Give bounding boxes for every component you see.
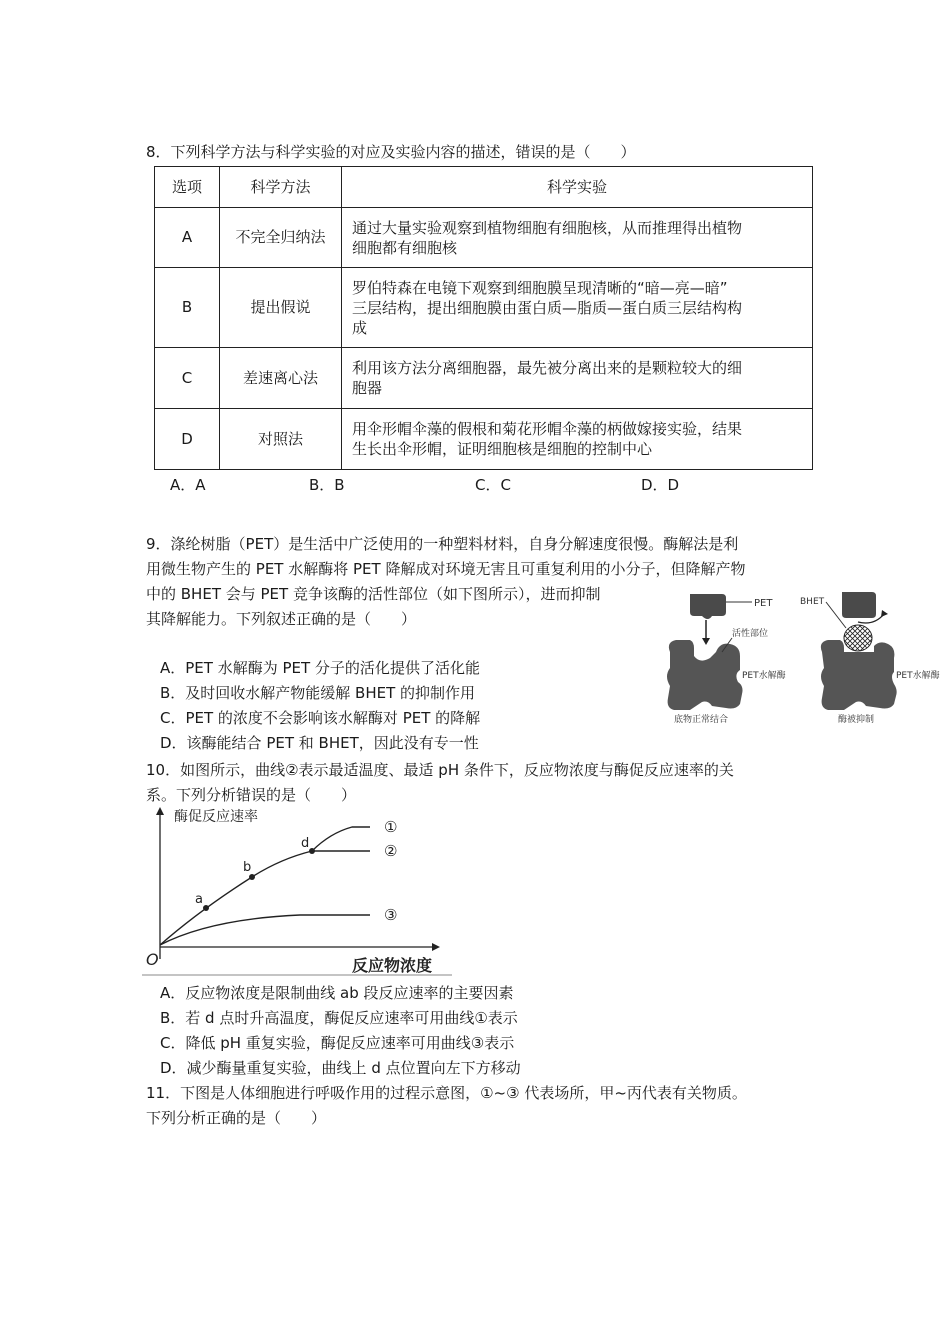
point-label-d: d [301,836,310,851]
series-label-2: ② [384,842,398,860]
pet-substrate-shape [690,594,726,619]
row-line: 通过大量实验观察到植物细胞有细胞核，从而推理得出植物 [352,218,743,237]
label-enzyme-1: PET水解酶 [742,671,786,681]
row-line: 用伞形帽伞藻的假根和菊花形帽伞藻的柄做嫁接实验，结果 [352,420,743,438]
table-header-row [155,167,813,208]
label-pet: PET [754,598,773,609]
q8-table [154,166,813,470]
pet-substrate-shape-2 [842,592,876,618]
q9-stem-line: 用微生物产生的 PET 水解酶将 PET 降解成对环境无害且可重复利用的小分子，但降解产物 [146,560,746,578]
row-line: 成 [352,318,368,337]
row-option: D [155,409,220,470]
table-header: 科学方法 [220,167,342,208]
row-experiment [342,208,813,268]
row-line: 细胞都有细胞核 [352,238,458,257]
option-c[interactable]: C．C [475,476,511,494]
series-label-1: ① [384,818,398,836]
label-bhet: BHET [800,597,825,607]
x-axis-arrow-icon [432,943,440,951]
series-line-2 [160,851,370,945]
q9-option-a[interactable]: A．PET 水解酶为 PET 分子的活化提供了活化能 [160,659,480,677]
series-label-3: ③ [384,906,398,924]
option-a[interactable]: A．A [170,476,206,494]
q11-stem-line: 下列分析正确的是（ ） [146,1109,327,1127]
label-active-site: 活性部位 [732,629,769,639]
q9-option-d[interactable]: D．该酶能结合 PET 和 BHET，因此没有专一性 [160,734,479,752]
row-method: 对照法 [220,409,342,470]
q10-option-d[interactable]: D．减少酶量重复实验，曲线上 d 点位置向左下方移动 [160,1059,521,1077]
table-header: 选项 [155,167,220,208]
row-line: 生长出伞形帽，证明细胞核是细胞的控制中心 [352,440,653,458]
q10-option-c[interactable]: C．降低 pH 重复实验，酶促反应速率可用曲线③表示 [160,1034,515,1052]
x-axis-label: 反应物浓度 [352,956,433,975]
q10-chart [140,805,470,980]
caption-inhibited: 酶被抑制 [838,715,875,725]
enzyme-figure [660,586,950,726]
row-line: 利用该方法分离细胞器，最先被分离出来的是颗粒较大的细 [352,359,743,377]
q8-stem: 8．下列科学方法与科学实验的对应及实验内容的描述，错误的是（ ） [146,143,636,161]
point-a [203,905,209,911]
point-d [309,848,315,854]
q9-stem-line: 中的 BHET 会与 PET 竞争该酶的活性部位（如下图所示），进而抑制 [146,585,601,603]
q10-option-a[interactable]: A．反应物浓度是限制曲线 ab 段反应速率的主要因素 [160,984,514,1002]
q11-stem-line: 11．下图是人体细胞进行呼吸作用的过程示意图，①~③ 代表场所，甲~丙代表有关物质。 [146,1084,747,1102]
origin-label: O [146,950,159,969]
point-label-a: a [195,892,203,907]
q10-stem-line: 系。下列分析错误的是（ ） [146,786,357,804]
caption-normal-binding: 底物正常结合 [674,715,729,725]
row-line: 罗伯特森在电镜下观察到细胞膜呈现清晰的“暗—亮—暗” [352,278,728,297]
row-experiment [342,348,813,409]
row-line: 三层结构，提出细胞膜由蛋白质—脂质—蛋白质三层结构构 [352,298,743,317]
table-header: 科学实验 [342,167,813,208]
option-d[interactable]: D．D [641,476,680,494]
table-row [155,348,813,409]
q9-stem-line: 9．涤纶树脂（PET）是生活中广泛使用的一种塑料材料，自身分解速度很慢。酶解法是利 [146,535,739,553]
q9-stem-line: 其降解能力。下列叙述正确的是（ ） [146,610,417,628]
row-method: 差速离心法 [220,348,342,409]
label-enzyme-2: PET水解酶 [896,671,940,681]
row-method: 不完全归纳法 [220,208,342,268]
q9-option-c[interactable]: C．PET 的浓度不会影响该水解酶对 PET 的降解 [160,709,481,727]
y-axis-arrow-icon [156,807,164,815]
row-option: C [155,348,220,409]
q10-option-b[interactable]: B．若 d 点时升高温度，酶促反应速率可用曲线①表示 [160,1009,518,1027]
series-line-1 [312,827,370,851]
point-label-b: b [243,860,252,875]
enzyme-left-shape [667,640,743,710]
table-row [155,409,813,470]
row-experiment [342,409,813,470]
row-option: B [155,268,220,348]
table-row [155,268,813,348]
row-option: A [155,208,220,268]
bhet-shape [844,625,872,651]
row-line: 胞器 [352,379,383,397]
y-axis-label: 酶促反应速率 [174,809,258,825]
option-b[interactable]: B．B [309,476,345,494]
row-experiment [342,268,813,348]
row-method: 提出假说 [220,268,342,348]
table-row [155,208,813,268]
q9-option-b[interactable]: B．及时回收水解产物能缓解 BHET 的抑制作用 [160,684,476,702]
q10-stem-line: 10．如图所示，曲线②表示最适温度、最适 pH 条件下，反应物浓度与酶促反应速率的关 [146,761,734,779]
